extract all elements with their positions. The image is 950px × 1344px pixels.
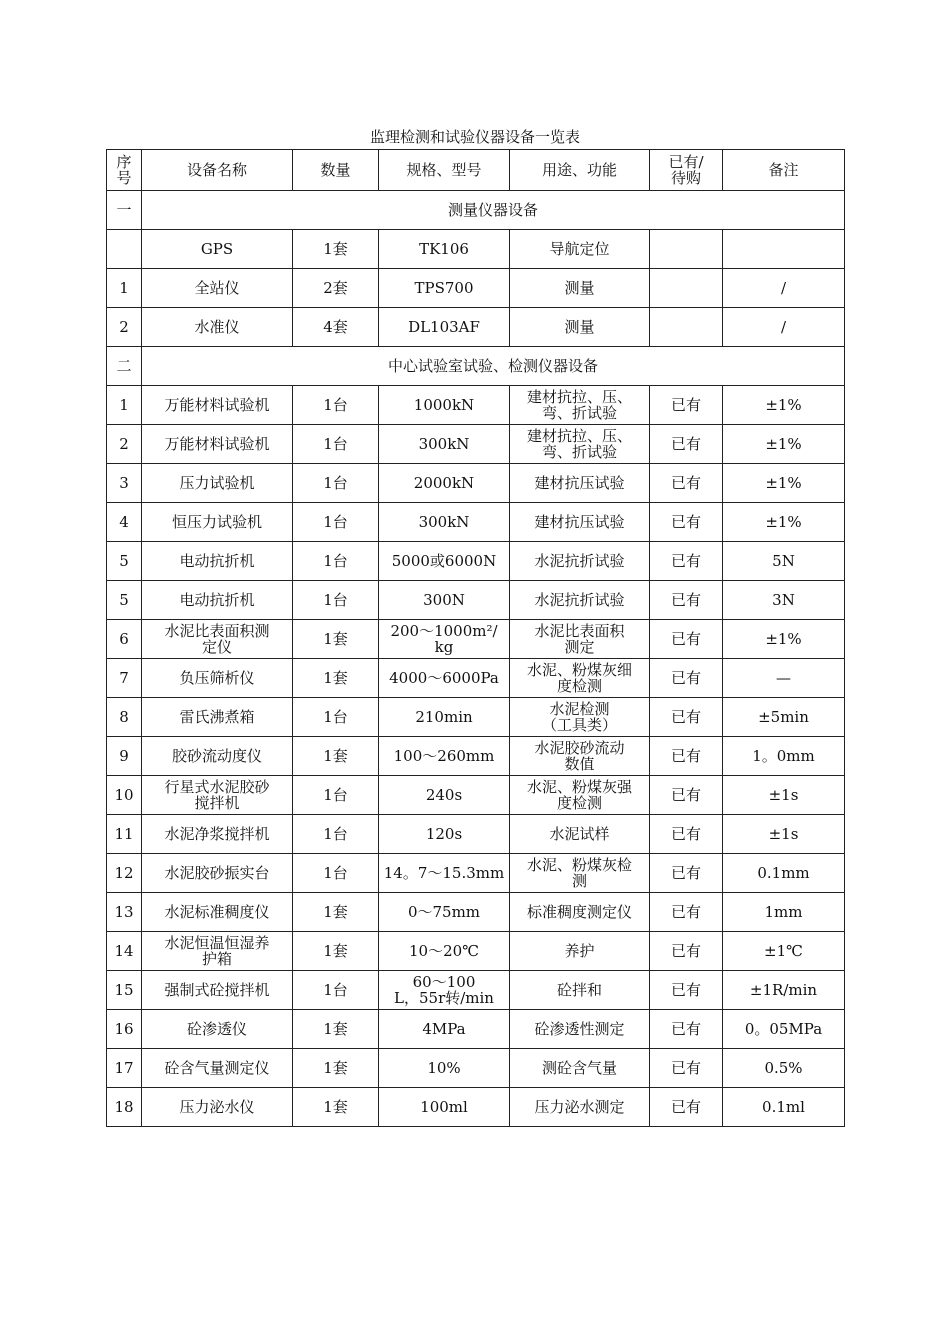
table-row bbox=[107, 698, 845, 737]
cell-no: 5 bbox=[107, 581, 142, 620]
cell-spec: 120s bbox=[379, 815, 510, 854]
cell-remark: / bbox=[723, 308, 845, 347]
cell-spec: TK106 bbox=[379, 230, 510, 269]
cell-qty: 1套 bbox=[293, 1088, 379, 1127]
section-row bbox=[107, 347, 845, 386]
cell-usage: 养护 bbox=[510, 932, 650, 971]
table-row bbox=[107, 230, 845, 269]
cell-qty: 1台 bbox=[293, 854, 379, 893]
table-row bbox=[107, 1010, 845, 1049]
cell-spec: 10～20℃ bbox=[379, 932, 510, 971]
cell-remark: 0.1mm bbox=[723, 854, 845, 893]
cell-name: 水泥比表面积测 定仪 bbox=[142, 620, 293, 659]
cell-spec: 60～100 L，55r转/min bbox=[379, 971, 510, 1010]
cell-qty: 4套 bbox=[293, 308, 379, 347]
cell-name: 砼渗透仪 bbox=[142, 1010, 293, 1049]
cell-spec: 300kN bbox=[379, 503, 510, 542]
cell-name: 胶砂流动度仪 bbox=[142, 737, 293, 776]
cell-usage: 水泥试样 bbox=[510, 815, 650, 854]
table-row bbox=[107, 581, 845, 620]
cell-remark: 3N bbox=[723, 581, 845, 620]
cell-remark: ±1℃ bbox=[723, 932, 845, 971]
cell-remark: ±1s bbox=[723, 776, 845, 815]
table-row bbox=[107, 776, 845, 815]
cell-name: 水泥标准稠度仪 bbox=[142, 893, 293, 932]
cell-usage: 砼渗透性测定 bbox=[510, 1010, 650, 1049]
cell-qty: 1台 bbox=[293, 464, 379, 503]
cell-name: 水准仪 bbox=[142, 308, 293, 347]
cell-no: 14 bbox=[107, 932, 142, 971]
cell-usage: 导航定位 bbox=[510, 230, 650, 269]
table-row bbox=[107, 815, 845, 854]
cell-status: 已有 bbox=[650, 1010, 723, 1049]
cell-qty: 2套 bbox=[293, 269, 379, 308]
cell-usage: 测量 bbox=[510, 308, 650, 347]
cell-remark: ±1% bbox=[723, 503, 845, 542]
cell-remark bbox=[723, 230, 845, 269]
cell-no: 3 bbox=[107, 464, 142, 503]
table-row bbox=[107, 854, 845, 893]
section-title: 中心试验室试验、检测仪器设备 bbox=[142, 347, 845, 386]
table-row bbox=[107, 269, 845, 308]
cell-status: 已有 bbox=[650, 893, 723, 932]
cell-spec: 5000或6000N bbox=[379, 542, 510, 581]
cell-no: 11 bbox=[107, 815, 142, 854]
cell-qty: 1台 bbox=[293, 698, 379, 737]
header-cell-no: 序 号 bbox=[107, 150, 142, 191]
cell-spec: DL103AF bbox=[379, 308, 510, 347]
cell-status: 已有 bbox=[650, 581, 723, 620]
cell-status: 已有 bbox=[650, 620, 723, 659]
cell-spec: 2000kN bbox=[379, 464, 510, 503]
header-cell-remark: 备注 bbox=[723, 150, 845, 191]
cell-status: 已有 bbox=[650, 386, 723, 425]
cell-remark: 5N bbox=[723, 542, 845, 581]
cell-spec: TPS700 bbox=[379, 269, 510, 308]
cell-qty: 1套 bbox=[293, 1049, 379, 1088]
cell-remark: ±1s bbox=[723, 815, 845, 854]
cell-remark: ±1R/min bbox=[723, 971, 845, 1010]
table-row bbox=[107, 893, 845, 932]
cell-name: 万能材料试验机 bbox=[142, 386, 293, 425]
cell-name: 水泥净浆搅拌机 bbox=[142, 815, 293, 854]
cell-qty: 1台 bbox=[293, 425, 379, 464]
table-row bbox=[107, 1088, 845, 1127]
cell-status bbox=[650, 308, 723, 347]
cell-name: 水泥胶砂振实台 bbox=[142, 854, 293, 893]
cell-status: 已有 bbox=[650, 698, 723, 737]
cell-spec: 10% bbox=[379, 1049, 510, 1088]
cell-spec: 4000～6000Pa bbox=[379, 659, 510, 698]
cell-name: 雷氏沸煮箱 bbox=[142, 698, 293, 737]
table-header-row bbox=[107, 150, 845, 191]
cell-remark: ±1% bbox=[723, 464, 845, 503]
cell-no: 18 bbox=[107, 1088, 142, 1127]
cell-status: 已有 bbox=[650, 776, 723, 815]
table-row bbox=[107, 542, 845, 581]
cell-spec: 14。7～15.3mm bbox=[379, 854, 510, 893]
cell-no: 12 bbox=[107, 854, 142, 893]
cell-no: 15 bbox=[107, 971, 142, 1010]
table-row bbox=[107, 503, 845, 542]
cell-name: 行星式水泥胶砂 搅拌机 bbox=[142, 776, 293, 815]
cell-status: 已有 bbox=[650, 1088, 723, 1127]
header-cell-name: 设备名称 bbox=[142, 150, 293, 191]
cell-usage: 水泥抗折试验 bbox=[510, 542, 650, 581]
cell-qty: 1台 bbox=[293, 581, 379, 620]
cell-remark: / bbox=[723, 269, 845, 308]
cell-remark: 1。0mm bbox=[723, 737, 845, 776]
cell-status: 已有 bbox=[650, 425, 723, 464]
cell-usage: 建材抗拉、压、 弯、折试验 bbox=[510, 425, 650, 464]
cell-status: 已有 bbox=[650, 737, 723, 776]
cell-remark: ±1% bbox=[723, 620, 845, 659]
cell-qty: 1套 bbox=[293, 659, 379, 698]
cell-name: 水泥恒温恒湿养 护箱 bbox=[142, 932, 293, 971]
cell-qty: 1套 bbox=[293, 932, 379, 971]
cell-name: 负压筛析仪 bbox=[142, 659, 293, 698]
cell-no: 2 bbox=[107, 425, 142, 464]
header-cell-usage: 用途、功能 bbox=[510, 150, 650, 191]
cell-usage: 标准稠度测定仪 bbox=[510, 893, 650, 932]
cell-remark: 0.5% bbox=[723, 1049, 845, 1088]
cell-no: 10 bbox=[107, 776, 142, 815]
cell-qty: 1套 bbox=[293, 620, 379, 659]
cell-spec: 210min bbox=[379, 698, 510, 737]
cell-remark: 0.1ml bbox=[723, 1088, 845, 1127]
cell-name: 恒压力试验机 bbox=[142, 503, 293, 542]
cell-usage: 水泥检测 （工具类） bbox=[510, 698, 650, 737]
cell-qty: 1套 bbox=[293, 230, 379, 269]
cell-name: 砼含气量测定仪 bbox=[142, 1049, 293, 1088]
cell-name: 压力试验机 bbox=[142, 464, 293, 503]
cell-usage: 水泥比表面积 测定 bbox=[510, 620, 650, 659]
cell-spec: 100～260mm bbox=[379, 737, 510, 776]
cell-usage: 砼拌和 bbox=[510, 971, 650, 1010]
cell-no: 7 bbox=[107, 659, 142, 698]
cell-usage: 水泥、粉煤灰细 度检测 bbox=[510, 659, 650, 698]
header-cell-spec: 规格、型号 bbox=[379, 150, 510, 191]
cell-qty: 1套 bbox=[293, 1010, 379, 1049]
cell-status: 已有 bbox=[650, 542, 723, 581]
header-cell-status: 已有/ 待购 bbox=[650, 150, 723, 191]
cell-spec: 0～75mm bbox=[379, 893, 510, 932]
cell-usage: 测砼含气量 bbox=[510, 1049, 650, 1088]
cell-status: 已有 bbox=[650, 854, 723, 893]
cell-remark: 0。05MPa bbox=[723, 1010, 845, 1049]
cell-qty: 1台 bbox=[293, 815, 379, 854]
cell-remark: 1mm bbox=[723, 893, 845, 932]
table-row bbox=[107, 464, 845, 503]
cell-spec: 4MPa bbox=[379, 1010, 510, 1049]
cell-usage: 建材抗压试验 bbox=[510, 503, 650, 542]
cell-status: 已有 bbox=[650, 659, 723, 698]
equipment-table bbox=[106, 149, 845, 1127]
cell-no: 2 bbox=[107, 308, 142, 347]
cell-qty: 1台 bbox=[293, 503, 379, 542]
table-row bbox=[107, 620, 845, 659]
cell-usage: 建材抗拉、压、 弯、折试验 bbox=[510, 386, 650, 425]
cell-spec: 300kN bbox=[379, 425, 510, 464]
cell-usage: 水泥、粉煤灰检 测 bbox=[510, 854, 650, 893]
cell-remark: ±1% bbox=[723, 386, 845, 425]
document-title: 监理检测和试验仪器设备一览表 bbox=[369, 128, 580, 146]
cell-no: 1 bbox=[107, 269, 142, 308]
cell-name: 全站仪 bbox=[142, 269, 293, 308]
table-row bbox=[107, 737, 845, 776]
cell-no: 17 bbox=[107, 1049, 142, 1088]
cell-spec: 1000kN bbox=[379, 386, 510, 425]
cell-name: 压力泌水仪 bbox=[142, 1088, 293, 1127]
cell-qty: 1套 bbox=[293, 737, 379, 776]
cell-remark: — bbox=[723, 659, 845, 698]
header-cell-qty: 数量 bbox=[293, 150, 379, 191]
cell-no: 1 bbox=[107, 386, 142, 425]
table-row bbox=[107, 386, 845, 425]
cell-spec: 100ml bbox=[379, 1088, 510, 1127]
section-number: 二 bbox=[107, 347, 142, 386]
cell-no: 5 bbox=[107, 542, 142, 581]
cell-status: 已有 bbox=[650, 815, 723, 854]
cell-no: 16 bbox=[107, 1010, 142, 1049]
cell-name: 电动抗折机 bbox=[142, 542, 293, 581]
cell-status: 已有 bbox=[650, 971, 723, 1010]
cell-name: GPS bbox=[142, 230, 293, 269]
cell-no: 6 bbox=[107, 620, 142, 659]
cell-remark: ±5min bbox=[723, 698, 845, 737]
cell-status: 已有 bbox=[650, 464, 723, 503]
cell-status bbox=[650, 269, 723, 308]
cell-remark: ±1% bbox=[723, 425, 845, 464]
cell-qty: 1台 bbox=[293, 386, 379, 425]
cell-qty: 1套 bbox=[293, 893, 379, 932]
table-row bbox=[107, 425, 845, 464]
table-row bbox=[107, 659, 845, 698]
cell-spec: 300N bbox=[379, 581, 510, 620]
cell-spec: 240s bbox=[379, 776, 510, 815]
section-title: 测量仪器设备 bbox=[142, 191, 845, 230]
table-row bbox=[107, 932, 845, 971]
cell-usage: 测量 bbox=[510, 269, 650, 308]
table-row bbox=[107, 1049, 845, 1088]
cell-usage: 水泥胶砂流动 数值 bbox=[510, 737, 650, 776]
cell-no: 13 bbox=[107, 893, 142, 932]
table-row bbox=[107, 971, 845, 1010]
cell-usage: 压力泌水测定 bbox=[510, 1088, 650, 1127]
cell-usage: 水泥抗折试验 bbox=[510, 581, 650, 620]
cell-status: 已有 bbox=[650, 932, 723, 971]
cell-qty: 1台 bbox=[293, 971, 379, 1010]
section-number: 一 bbox=[107, 191, 142, 230]
table-row bbox=[107, 308, 845, 347]
section-row bbox=[107, 191, 845, 230]
cell-usage: 建材抗压试验 bbox=[510, 464, 650, 503]
cell-no bbox=[107, 230, 142, 269]
cell-no: 4 bbox=[107, 503, 142, 542]
cell-status bbox=[650, 230, 723, 269]
cell-status: 已有 bbox=[650, 503, 723, 542]
cell-name: 万能材料试验机 bbox=[142, 425, 293, 464]
cell-qty: 1台 bbox=[293, 776, 379, 815]
cell-name: 电动抗折机 bbox=[142, 581, 293, 620]
cell-usage: 水泥、粉煤灰强 度检测 bbox=[510, 776, 650, 815]
cell-status: 已有 bbox=[650, 1049, 723, 1088]
cell-name: 强制式砼搅拌机 bbox=[142, 971, 293, 1010]
cell-no: 9 bbox=[107, 737, 142, 776]
cell-spec: 200～1000m²/ kg bbox=[379, 620, 510, 659]
cell-no: 8 bbox=[107, 698, 142, 737]
cell-qty: 1台 bbox=[293, 542, 379, 581]
